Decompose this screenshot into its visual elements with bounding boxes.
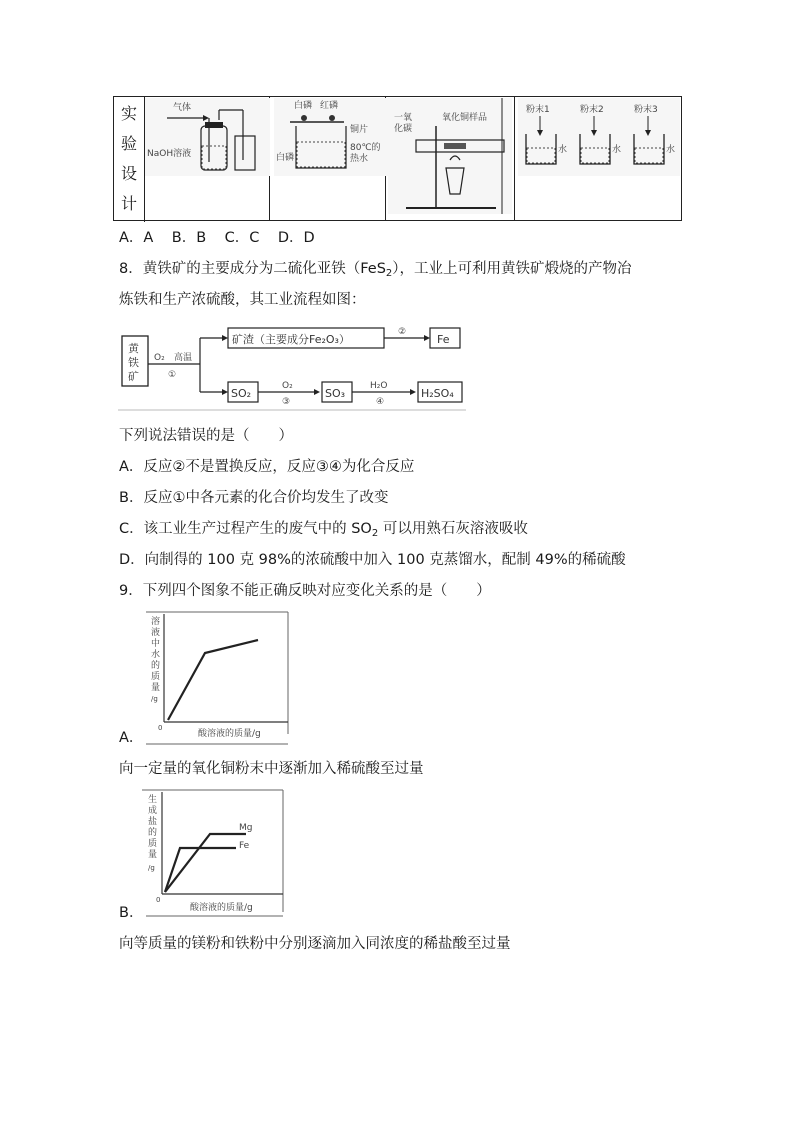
graph-b-mg-line [165, 834, 246, 892]
graph-a-line [168, 640, 258, 720]
graph-b-xlabel: 酸溶液的质量/g [190, 903, 253, 913]
graph-a-caption: 向一定量的氧化铜粉末中逐渐加入稀硫酸至过量 [119, 761, 424, 777]
mg-curve-label: Mg [239, 823, 253, 833]
q8-stem-subscript: 2 [385, 268, 393, 279]
row-label-char: 设 [120, 164, 137, 183]
powder-3-label: 粉末3 [634, 105, 658, 115]
q8-stem-text: 8．黄铁矿的主要成分为二硫化亚铁（FeS [119, 261, 386, 277]
row-label-char: 计 [120, 194, 137, 213]
q8-stem-line-2: 炼铁和生产浓硫酸，其工业流程如图： [119, 292, 366, 308]
option-c: C．C [224, 230, 260, 246]
so2-box-label: SO₂ [231, 387, 252, 400]
option-d: D．D [277, 230, 315, 246]
ore-char-2: 铁 [128, 356, 139, 369]
q8-stem-text-end: ），工业上可利用黄铁矿煅烧的产物冶 [392, 261, 632, 277]
powder-2-label: 粉末2 [580, 105, 604, 115]
graph-a-option-label: A． [119, 730, 144, 746]
fe-box-label: Fe [437, 333, 450, 346]
table-row-label-cell [114, 97, 145, 222]
copper-label: 铜片 [350, 125, 369, 135]
ylabel-char: 水 [151, 650, 161, 660]
q8-option-c-text-end: 可以用熟石灰溶液吸收 [378, 521, 528, 537]
graph-b [118, 788, 288, 920]
apparatus-co-reduction [386, 98, 514, 216]
q8-option-b: B．反应①中各元素的化合价均发生了改变 [119, 490, 389, 506]
ylabel-char: 的 [151, 661, 161, 671]
ylabel-char: 成 [148, 806, 158, 816]
ylabel-char: 盐 [148, 817, 158, 827]
row-label-char: 验 [120, 134, 137, 153]
q8-flow-diagram [118, 322, 468, 412]
flow-step-3: ③ [282, 397, 291, 407]
q8-option-a: A．反应②不是置换反应，反应③④为化合反应 [119, 459, 415, 475]
flow-step-4: ④ [376, 397, 385, 407]
q8-option-c [119, 519, 528, 544]
ylabel-char: 中 [151, 639, 161, 649]
water-label-2: 水 [612, 145, 622, 155]
hot-water-label-2: 热水 [350, 154, 369, 164]
slag-box-label: 矿渣（主要成分Fe₂O₃） [232, 333, 350, 346]
ylabel-char: 液 [151, 628, 161, 638]
option-a: A．A [119, 230, 154, 246]
flow-step-1: ① [168, 370, 177, 380]
powder-1-label: 粉末1 [526, 105, 550, 115]
ylabel-char: 的 [148, 828, 158, 838]
white-phosphorus-water-label: 白磷 [276, 153, 295, 163]
apparatus-naoh-absorption [145, 98, 270, 178]
ylabel-char: 溶 [151, 617, 161, 627]
flow-step-2: ② [398, 327, 407, 337]
q8-question: 下列说法错误的是（ ） [119, 428, 293, 444]
graph-a-ylabel [151, 615, 160, 703]
ylabel-char: /g [148, 864, 155, 872]
flow-high-temp-label: 高温 [174, 353, 193, 363]
ylabel-char: /g [151, 695, 158, 703]
naoh-label: NaOH溶液 [147, 149, 192, 159]
q8-option-c-subscript: 2 [371, 528, 379, 539]
red-phosphorus-label: 红磷 [320, 101, 339, 111]
origin-label: 0 [158, 724, 163, 732]
ylabel-char: 量 [148, 850, 158, 860]
water-label-3: 水 [666, 145, 676, 155]
q8-stem-line-1 [119, 259, 632, 284]
flow-o2-label: O₂ [154, 353, 165, 363]
q9-stem: 9．下列四个图象不能正确反映对应变化关系的是（ ） [119, 583, 491, 599]
co-label-2: 化碳 [394, 124, 413, 134]
graph-a-xlabel: 酸溶液的质量/g [198, 729, 261, 739]
ore-char-3: 矿 [128, 370, 139, 383]
water-label-1: 水 [558, 145, 568, 155]
apparatus-phosphorus-combustion [274, 98, 398, 178]
origin-label: 0 [156, 896, 161, 904]
ylabel-char: 质 [151, 672, 161, 682]
graph-a [118, 610, 293, 748]
ore-char-1: 黄 [128, 342, 139, 355]
option-b: B．B [171, 230, 207, 246]
flow-water-label: H₂O [370, 381, 388, 391]
h2so4-box-label: H₂SO₄ [421, 387, 454, 400]
fe-curve-label: Fe [239, 841, 250, 851]
copper-oxide-sample-label: 氧化铜样品 [442, 113, 488, 123]
ylabel-char: 质 [148, 839, 158, 849]
cell-divider [514, 97, 515, 220]
apparatus-powder-dissolution [518, 98, 680, 178]
q8-option-c-text: C．该工业生产过程产生的废气中的 SO [119, 521, 372, 537]
gas-label: 气体 [173, 103, 192, 113]
graph-b-ylabel [148, 793, 157, 872]
graph-b-fe-line [165, 848, 236, 892]
hot-water-label-1: 80℃的 [350, 143, 381, 153]
graph-b-option-label: B． [119, 905, 144, 921]
row-label-char: 实 [120, 104, 137, 123]
ylabel-char: 量 [151, 683, 161, 693]
co-label-1: 一氧 [394, 113, 413, 123]
white-phosphorus-label: 白磷 [294, 101, 313, 111]
ylabel-char: 生 [148, 795, 158, 805]
graph-b-caption: 向等质量的镁粉和铁粉中分别逐滴加入同浓度的稀盐酸至过量 [119, 936, 511, 952]
so3-box-label: SO₃ [325, 387, 346, 400]
flow-o2b-label: O₂ [282, 381, 293, 391]
q7-options [119, 228, 315, 248]
q8-option-d: D．向制得的 100 克 98%的浓硫酸中加入 100 克蒸馏水，配制 49%的稀硫酸 [119, 552, 626, 568]
